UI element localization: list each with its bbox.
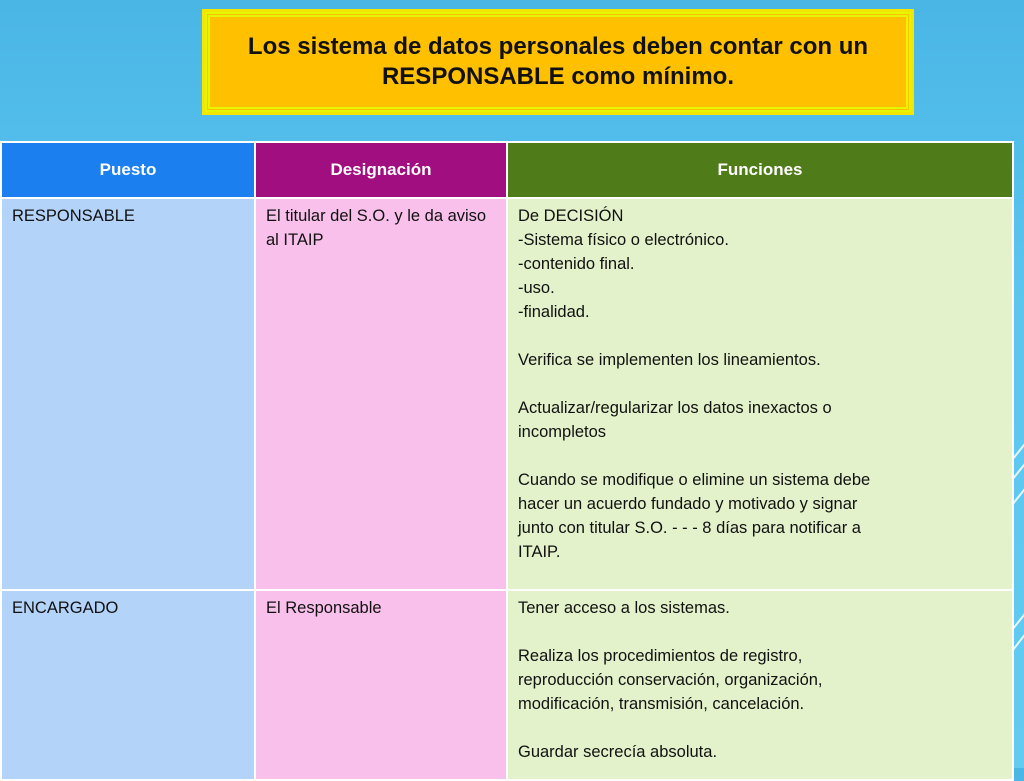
header-designacion: Designación xyxy=(255,142,507,198)
funcion-line: -Sistema físico o electrónico. xyxy=(518,231,729,249)
line-spacer xyxy=(518,372,1002,396)
cell-designacion: El Responsable xyxy=(255,590,507,780)
line-spacer xyxy=(518,444,1002,468)
line-spacer xyxy=(518,620,1002,644)
funcion-line: Realiza los procedimientos de registro, xyxy=(518,647,803,665)
cell-funciones xyxy=(507,590,1013,780)
table-header-row xyxy=(1,142,1013,198)
funcion-line: -finalidad. xyxy=(518,303,590,321)
table-row xyxy=(1,590,1013,780)
funcion-line: Verifica se implementen los lineamientos. xyxy=(518,351,821,369)
funcion-line: Actualizar/regularizar los datos inexactos o xyxy=(518,399,832,417)
funcion-line: De DECISIÓN xyxy=(518,207,624,225)
header-puesto: Puesto xyxy=(1,142,255,198)
funcion-line: hacer un acuerdo fundado y motivado y signar xyxy=(518,495,858,513)
header-funciones: Funciones xyxy=(507,142,1013,198)
cell-puesto: RESPONSABLE xyxy=(1,198,255,590)
cell-puesto: ENCARGADO xyxy=(1,590,255,780)
cell-funciones xyxy=(507,198,1013,590)
roles-table xyxy=(0,141,1014,781)
cell-designacion: El titular del S.O. y le da aviso al ITAIP xyxy=(255,198,507,590)
slide-title-line-1: Los sistema de datos personales deben contar con un xyxy=(247,33,869,60)
funcion-line: Guardar secrecía absoluta. xyxy=(518,743,718,761)
funcion-line: modificación, transmisión, cancelación. xyxy=(518,695,805,713)
funcion-line: Cuando se modifique o elimine un sistema debe xyxy=(518,471,871,489)
slide-title xyxy=(232,32,884,92)
funcion-line: reproducción conservación, organización, xyxy=(518,671,823,689)
title-banner xyxy=(205,12,911,112)
funcion-line: -uso. xyxy=(518,279,555,297)
line-spacer xyxy=(518,716,1002,740)
line-spacer xyxy=(518,324,1002,348)
slide-title-line-2: RESPONSABLE como mínimo. xyxy=(381,63,735,90)
funcion-line: incompletos xyxy=(518,423,607,441)
funcion-line: Tener acceso a los sistemas. xyxy=(518,599,730,617)
funcion-line: junto con titular S.O. - - - 8 días para notificar a xyxy=(518,519,861,537)
table-row xyxy=(1,198,1013,590)
funcion-line: ITAIP. xyxy=(518,543,561,561)
funcion-line: -contenido final. xyxy=(518,255,635,273)
